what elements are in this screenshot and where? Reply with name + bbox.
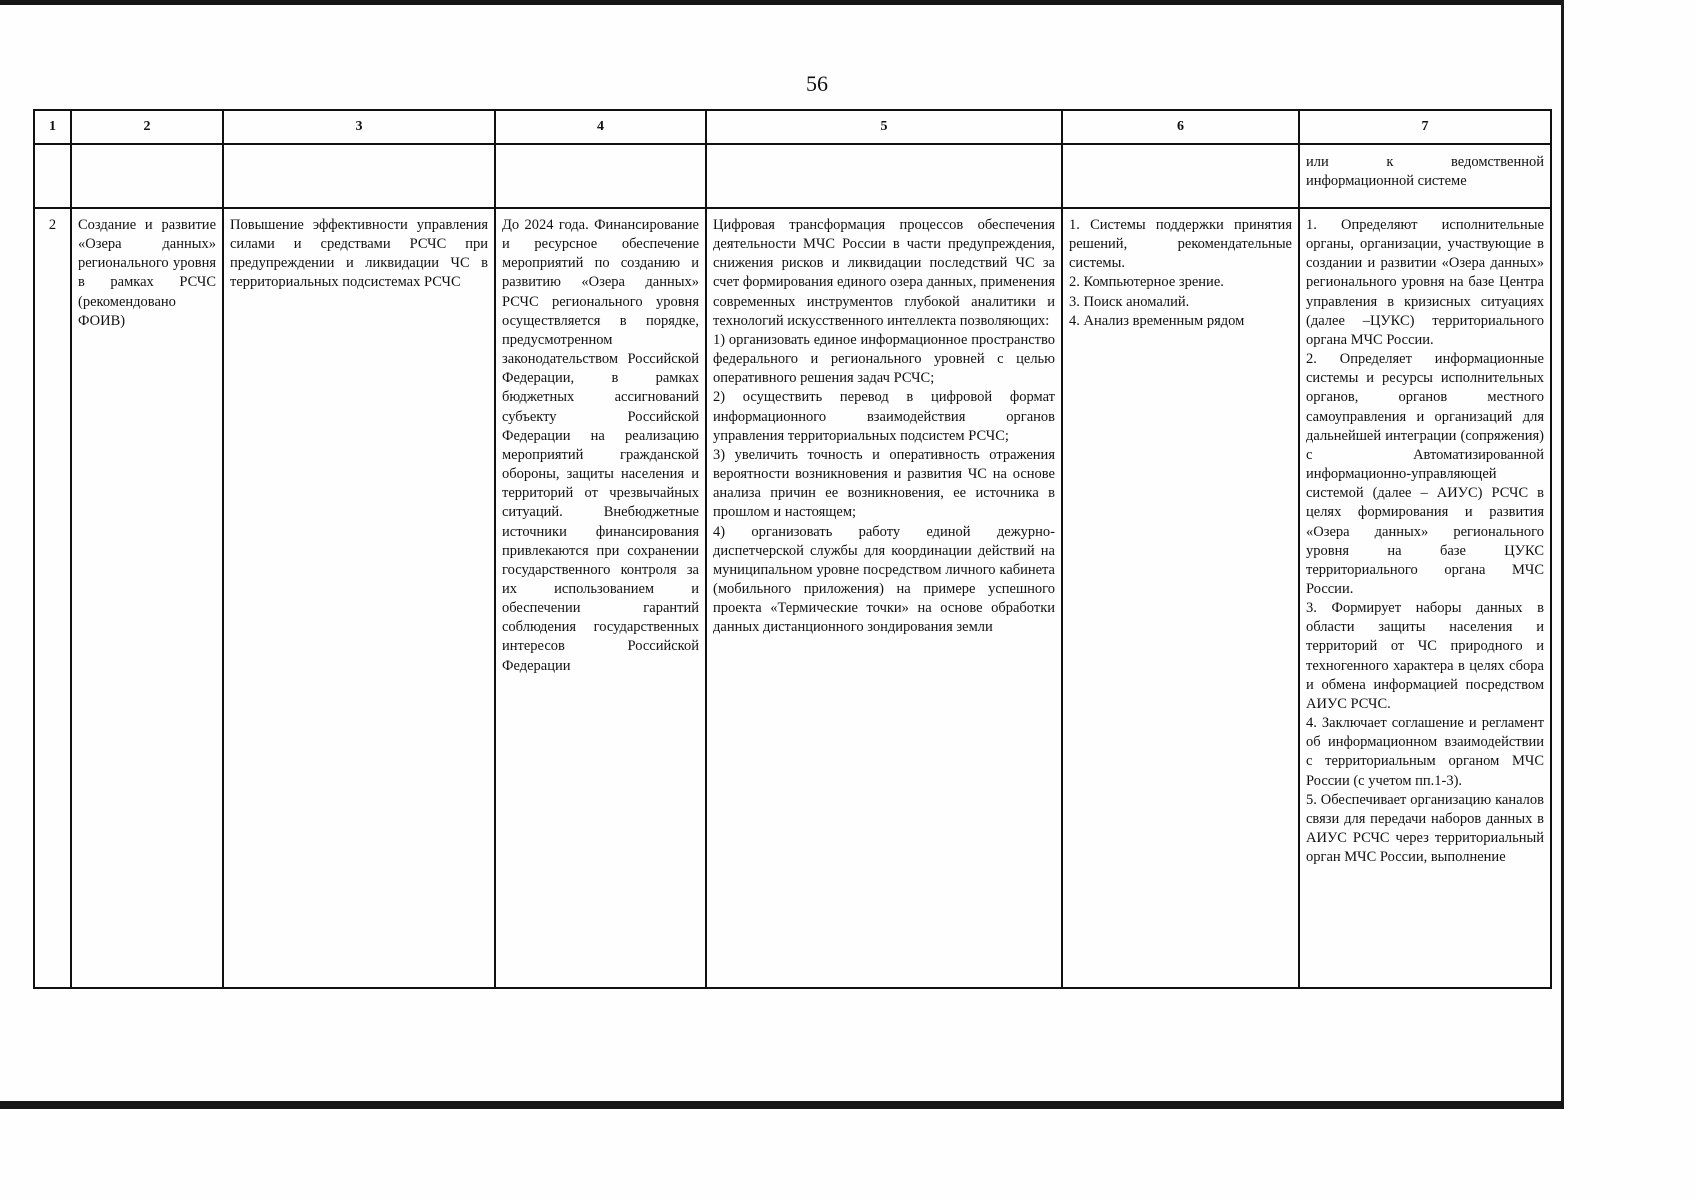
column-number-7: 7 xyxy=(1299,110,1551,144)
action-item: 4. Заключает соглашение и регламент об информационном взаимодействии с территориальным органом МЧС России (с учетом пп.1-3). xyxy=(1306,715,1544,789)
description-item: 3) увеличить точность и оперативность отражения вероятности возникновения и развития ЧС на основе анализа причин ее возникновения, ее источника в прошлом и настоящем; xyxy=(713,446,1055,521)
column-number-3: 3 xyxy=(223,110,495,144)
technology-item: 3. Поиск аномалий. xyxy=(1069,293,1190,310)
description-item: 2) осуществить перевод в цифровой формат информационного взаимодействия органов управления территориальных подсистем РСЧС; xyxy=(713,389,1055,444)
row-number-cell: 2 xyxy=(34,208,71,988)
actions-cell xyxy=(1299,208,1551,988)
action-item: 1. Определяют исполнительные органы, организации, участвующие в создании и развитии «Озера данных» регионального уровня на базе Центра управления в кризисных ситуациях (далее –ЦУКС) территориального органа МЧС России. xyxy=(1306,217,1544,348)
technologies-cell xyxy=(1062,208,1299,988)
column-number-1: 1 xyxy=(34,110,71,144)
financing-cell: До 2024 года. Финансирование и ресурсное обеспечение мероприятий по созданию и развитию «Озера данных» РСЧС регионального уровня осуществляется в порядке, предусмотренном законодательством Российской Федерации, в рамках бюджетных ассигнований субъекту Российской Федерации на реализацию мероприятий гражданской обороны, защиты населения и территорий от чрезвычайных ситуаций. Внебюджетные источники финансирования привлекаются при сохранении государственного контроля за их использованием и обеспечении гарантий соблюдения государственных интересов Российской Федерации xyxy=(495,208,706,988)
continuation-actions-cell: или к ведомственной информационной системе xyxy=(1299,144,1551,208)
empty-cell xyxy=(223,144,495,208)
action-item: 2. Определяет информационные системы и ресурсы исполнительных органов, органов местного самоуправления и организаций для дальнейшей интеграции (сопряжения) с Автоматизированной информационно-управляющей системой (далее – АИУС) РСЧС в целях формирования и развития «Озера данных» регионального уровня на базе ЦУКС территориального органа МЧС России. xyxy=(1306,351,1544,597)
empty-cell xyxy=(34,144,71,208)
empty-cell xyxy=(71,144,223,208)
table-row xyxy=(34,208,1551,988)
empty-cell xyxy=(706,144,1062,208)
technology-item: 4. Анализ временным рядом xyxy=(1069,312,1245,329)
scan-border-right xyxy=(1561,0,1564,1109)
description-cell xyxy=(706,208,1062,988)
page-number: 56 xyxy=(806,71,828,96)
measures-table xyxy=(33,109,1552,989)
technology-item: 2. Компьютерное зрение. xyxy=(1069,274,1224,291)
empty-cell xyxy=(1062,144,1299,208)
goal-cell: Повышение эффективности управления силами и средствами РСЧС при предупреждении и ликвидации ЧС в территориальных подсистемах РСЧС xyxy=(223,208,495,988)
description-item: 4) организовать работу единой дежурно-диспетчерской службы для координации действий на муниципальном уровне посредством личного кабинета (мобильного приложения) на примере успешного проекта «Термические точки» на основе обработки данных дистанционного зондирования земли xyxy=(713,523,1055,636)
table-header-row xyxy=(34,110,1551,144)
continuation-row xyxy=(34,144,1551,208)
scan-border-bottom xyxy=(0,1101,1564,1109)
column-number-2: 2 xyxy=(71,110,223,144)
technology-item: 1. Системы поддержки принятия решений, рекомендательные системы. xyxy=(1069,217,1292,272)
column-number-5: 5 xyxy=(706,110,1062,144)
column-number-6: 6 xyxy=(1062,110,1299,144)
scan-border-top xyxy=(0,0,1564,5)
empty-cell xyxy=(495,144,706,208)
description-item: 1) организовать единое информационное пространство федерального и регионального уровней с целью оперативного решения задач РСЧС; xyxy=(713,331,1055,387)
description-intro: Цифровая трансформация процессов обеспечения деятельности МЧС России в части предупреждения, снижения рисков и ликвидации последствий ЧС за счет формирования единого озера данных, применения современных инструментов глубокой аналитики и технологий искусственного интеллекта позволяющих: xyxy=(713,217,1055,329)
action-item: 5. Обеспечивает организацию каналов связи для передачи наборов данных в АИУС РСЧС через территориальный орган МЧС России, выполнение xyxy=(1306,791,1544,866)
measure-name-cell: Создание и развитие «Озера данных» регионального уровня в рамках РСЧС (рекомендовано ФОИВ) xyxy=(71,208,223,988)
action-item: 3. Формирует наборы данных в области защиты населения и территорий от ЧС природного и техногенного характера в целях сбора и обмена информацией посредством АИУС РСЧС. xyxy=(1306,600,1544,712)
column-number-4: 4 xyxy=(495,110,706,144)
